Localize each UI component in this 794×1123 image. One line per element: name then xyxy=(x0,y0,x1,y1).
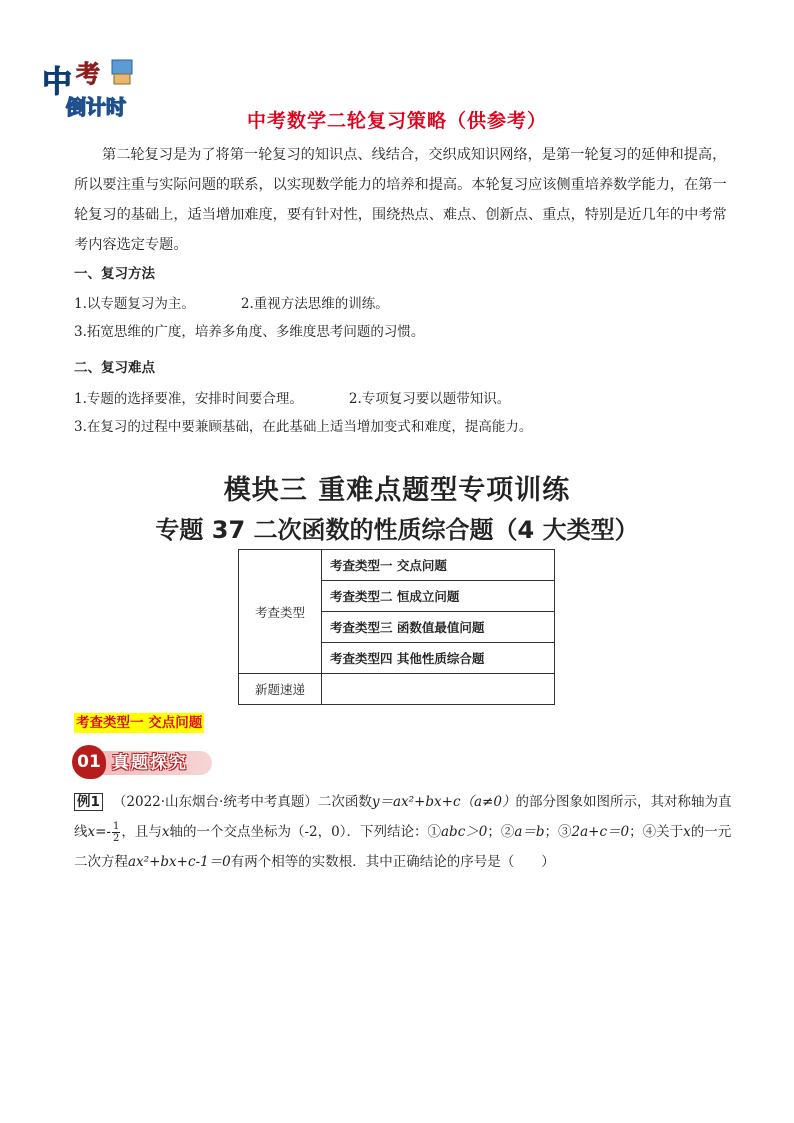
section-heading-methods: 一、复习方法 xyxy=(74,266,155,282)
separator-1: ；② xyxy=(487,824,515,840)
example-tag: 例1 xyxy=(74,793,103,811)
section-label-intersection: 考查类型一 交点问题 xyxy=(76,715,203,731)
table-type-3: 考查类型三 函数值最值问题 xyxy=(322,612,555,643)
table-type-4: 考查类型四 其他性质综合题 xyxy=(322,643,555,674)
document-title: 中考数学二轮复习策略（供参考） xyxy=(246,110,547,132)
question-types-table xyxy=(238,549,555,705)
fraction-numerator: 1 xyxy=(113,821,120,832)
fraction-half xyxy=(112,821,120,844)
intro-paragraph: 第二轮复习是为了将第一轮复习的知识点、线结合，交织成知识网络，是第一轮复习的延伸和提高，所以要注重与实际问题的联系，以实现数学能力的培养和提高。本轮复习应该侧重培养数学能力，在第一轮复习的基础上，适当增加难度，要有针对性，围绕热点、难点、创新点、重点，特别是近几年的中考常考内容选定专题。 xyxy=(74,147,727,253)
method-items-row xyxy=(74,292,389,312)
table-type-2: 考查类型二 恒成立问题 xyxy=(322,581,555,612)
banner-number: 01 xyxy=(72,745,106,779)
method-item-1: 1.以专题复习为主。 xyxy=(74,296,195,312)
difficulty-item-3: 3.在复习的过程中要兼顾基础，在此基础上适当增加变式和难度，提高能力。 xyxy=(74,419,533,435)
example-function: y＝ax²+bx+c（a≠0） xyxy=(371,794,516,810)
example-source: （2022·山东烟台·统考中考真题）二次函数 xyxy=(112,794,372,810)
difficulty-item-2: 2.专项复习要以题带知识。 xyxy=(348,391,511,407)
difficulty-items-row xyxy=(74,387,510,407)
conclusion-2: a＝b xyxy=(514,824,545,840)
section-heading-difficulties: 二、复习难点 xyxy=(74,360,155,376)
method-item-2: 2.重视方法思维的训练。 xyxy=(240,296,389,312)
x-variable-2: x xyxy=(683,824,691,840)
example-text-4: 的一元二次方程 xyxy=(74,824,732,870)
svg-text:中: 中 xyxy=(42,65,72,100)
conclusion-3: 2a+c＝0 xyxy=(571,824,630,840)
section-banner xyxy=(72,744,214,780)
example-text-2: ，且与 xyxy=(121,824,162,840)
example-text-3: 轴的一个交点坐标为（-2，0）．下列结论：① xyxy=(169,824,441,840)
example-text-1: 的部分图象如图所示，其对称轴为直线 xyxy=(74,794,732,840)
module-title: 模块三 重难点题型专项训练 xyxy=(223,475,571,506)
topic-title: 专题 37 二次函数的性质综合题（4 大类型） xyxy=(155,516,639,544)
method-item-3: 3.拓宽思维的广度，培养多角度、多维度思考问题的习惯。 xyxy=(74,324,425,340)
svg-text:考: 考 xyxy=(76,60,100,88)
separator-2: ；③ xyxy=(544,824,572,840)
axis-expression: x=- xyxy=(87,824,111,840)
difficulty-item-1: 1.专题的选择要准，安排时间要合理。 xyxy=(74,391,303,407)
table-new-label: 新题速递 xyxy=(239,674,322,705)
table-group-label: 考查类型 xyxy=(239,550,322,674)
table-type-1: 考查类型一 交点问题 xyxy=(322,550,555,581)
separator-3: ；④关于 xyxy=(629,824,684,840)
banner-title: 真题探究 xyxy=(112,753,188,773)
example-text-5: 有两个相等的实数根．其中正确结论的序号是（ ） xyxy=(230,854,555,870)
fraction-denominator: 2 xyxy=(113,833,120,844)
x-variable: x xyxy=(161,824,170,840)
svg-text:倒计时: 倒计时 xyxy=(66,95,126,119)
example-problem xyxy=(74,787,736,877)
conclusion-1: abc＞0 xyxy=(441,824,488,840)
equation: ax²+bx+c-1＝0 xyxy=(128,854,231,870)
table-new-value xyxy=(322,674,555,705)
